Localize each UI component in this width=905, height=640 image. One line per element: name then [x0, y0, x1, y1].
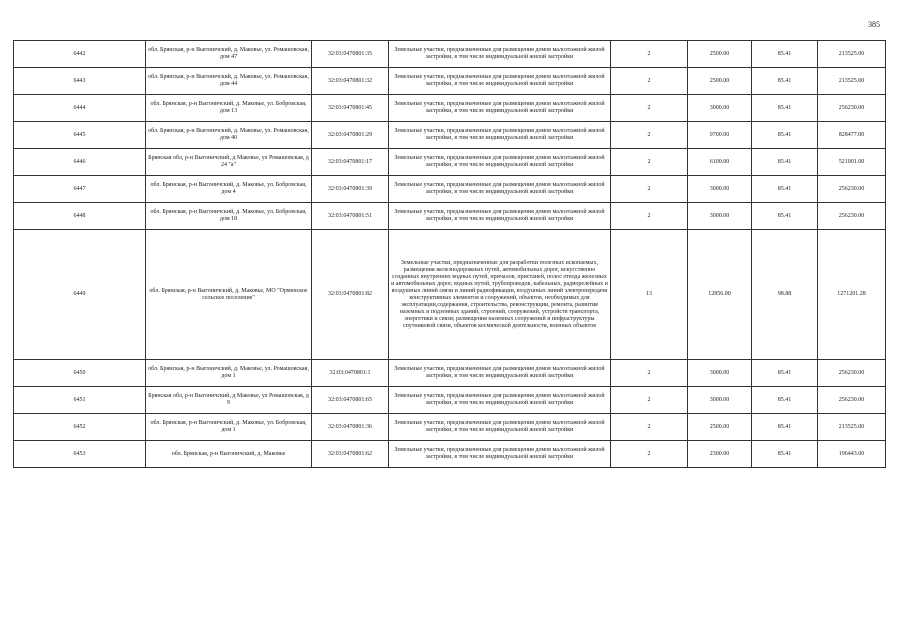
cell-record-number: 6447: [14, 176, 146, 203]
cell-address: Брянская обл, р-н Выгоничский, д Маковье, ул Ромашовская, д 24 "а": [146, 149, 312, 176]
cell-specific-value: 85.41: [752, 176, 818, 203]
cell-cadastral-value: 213525.00: [818, 68, 886, 95]
cell-group: 13: [611, 230, 688, 360]
cell-land-use-purpose: Земельные участки, предназначенные для размещения домов малоэтажной жилой застройки, в том числе индивидуальной жилой застройки: [389, 441, 611, 468]
table-body: [14, 41, 886, 468]
cell-area: 3000.00: [688, 203, 752, 230]
cell-specific-value: 85.41: [752, 414, 818, 441]
cell-address: обл. Брянская, р-н Выгоничский, д. Маковье, ул. Бобровская, дом 18: [146, 203, 312, 230]
cell-specific-value: 85.41: [752, 387, 818, 414]
cell-group: 2: [611, 414, 688, 441]
cell-address: обл. Брянская, р-н Выгоничский, д. Маковье, ул. Ромашовская, дом 1: [146, 360, 312, 387]
cell-cadastral-value: 1271201.28: [818, 230, 886, 360]
cell-cadastral-number: 32:03:0470801:35: [312, 41, 389, 68]
cell-cadastral-value: 256230.00: [818, 203, 886, 230]
cell-address: обл. Брянская, р-н Выгоничский, д. Маковье: [146, 441, 312, 468]
cell-area: 9700.00: [688, 122, 752, 149]
cell-land-use-purpose: Земельные участки, предназначенные для размещения домов малоэтажной жилой застройки, в том числе индивидуальной жилой застройки: [389, 387, 611, 414]
cell-cadastral-number: 32:03:0470801:1: [312, 360, 389, 387]
cell-record-number: 6453: [14, 441, 146, 468]
cell-record-number: 6446: [14, 149, 146, 176]
cell-group: 2: [611, 176, 688, 203]
cell-cadastral-value: 828477.00: [818, 122, 886, 149]
cell-group: 2: [611, 122, 688, 149]
cell-land-use-purpose: Земельные участки, предназначенные для размещения домов малоэтажной жилой застройки, в том числе индивидуальной жилой застройки: [389, 68, 611, 95]
cell-record-number: 6445: [14, 122, 146, 149]
cell-address: обл. Брянская, р-н Выгоничский, д. Маковье, ул. Бобровская, дом 13: [146, 95, 312, 122]
cell-area: 2500.00: [688, 68, 752, 95]
cell-cadastral-number: 32:03:0470801:32: [312, 68, 389, 95]
cell-specific-value: 85.41: [752, 203, 818, 230]
table-row: [14, 230, 886, 360]
cell-group: 2: [611, 360, 688, 387]
cell-specific-value: 98.88: [752, 230, 818, 360]
cell-cadastral-number: 32:03:0470801:17: [312, 149, 389, 176]
cell-record-number: 6451: [14, 387, 146, 414]
table-row: [14, 176, 886, 203]
cell-land-use-purpose: Земельные участки, предназначенные для размещения домов малоэтажной жилой застройки, в том числе индивидуальной жилой застройки: [389, 149, 611, 176]
cell-cadastral-value: 213525.00: [818, 414, 886, 441]
cell-area: 3000.00: [688, 176, 752, 203]
cell-land-use-purpose: Земельные участки, предназначенные для размещения домов малоэтажной жилой застройки, в том числе индивидуальной жилой застройки: [389, 360, 611, 387]
cell-specific-value: 85.41: [752, 149, 818, 176]
cell-land-use-purpose: Земельные участки, предназначенные для размещения домов малоэтажной жилой застройки, в том числе индивидуальной жилой застройки: [389, 95, 611, 122]
cell-record-number: 6448: [14, 203, 146, 230]
cell-land-use-purpose: Земельные участки, предназначенные для размещения домов малоэтажной жилой застройки, в том числе индивидуальной жилой застройки: [389, 414, 611, 441]
cell-cadastral-number: 32:03:0470801:51: [312, 203, 389, 230]
cell-area: 2300.00: [688, 441, 752, 468]
cell-land-use-purpose: Земельные участки, предназначенные для размещения домов малоэтажной жилой застройки, в том числе индивидуальной жилой застройки: [389, 122, 611, 149]
cell-area: 3000.00: [688, 387, 752, 414]
cell-record-number: 6443: [14, 68, 146, 95]
cell-address: обл. Брянская, р-н Выгоничский, д. Маковье, ул. Ромашовская, дом 40: [146, 122, 312, 149]
cell-area: 2500.00: [688, 414, 752, 441]
cell-specific-value: 85.41: [752, 122, 818, 149]
cell-cadastral-number: 32:03:0470801:62: [312, 441, 389, 468]
cell-group: 2: [611, 203, 688, 230]
cell-group: 2: [611, 68, 688, 95]
cell-cadastral-number: 32:03:0470801:82: [312, 230, 389, 360]
cell-address: Брянская обл, р-н Выгоничский, д Маковье, ул Ромашовская, д 9: [146, 387, 312, 414]
cell-land-use-purpose: Земельные участки, предназначенные для размещения домов малоэтажной жилой застройки, в том числе индивидуальной жилой застройки: [389, 176, 611, 203]
land-registry-table: [13, 40, 886, 468]
cell-cadastral-number: 32:03:0470801:29: [312, 122, 389, 149]
cell-group: 2: [611, 387, 688, 414]
table-row: [14, 387, 886, 414]
cell-specific-value: 85.41: [752, 41, 818, 68]
cell-area: 3000.00: [688, 360, 752, 387]
cell-specific-value: 85.41: [752, 68, 818, 95]
cell-cadastral-value: 256230.00: [818, 176, 886, 203]
cell-area: 3000.00: [688, 95, 752, 122]
cell-specific-value: 85.41: [752, 360, 818, 387]
cell-area: 12856.00: [688, 230, 752, 360]
cell-specific-value: 85.41: [752, 441, 818, 468]
cell-cadastral-value: 213525.00: [818, 41, 886, 68]
cell-land-use-purpose: Земельные участки, предназначенные для размещения домов малоэтажной жилой застройки, в том числе индивидуальной жилой застройки: [389, 203, 611, 230]
table-row: [14, 441, 886, 468]
table-row: [14, 68, 886, 95]
cell-group: 2: [611, 95, 688, 122]
cell-specific-value: 85.41: [752, 95, 818, 122]
table-row: [14, 122, 886, 149]
cell-address: обл. Брянская, р-н Выгоничский, д. Маковье, ул. Бобровская, дом 4: [146, 176, 312, 203]
page-number: 385: [868, 20, 880, 29]
table-row: [14, 414, 886, 441]
cell-address: обл. Брянская, р-н Выгоничский, д. Маковье, МО "Орменское сельское поселение": [146, 230, 312, 360]
cell-area: 2500.00: [688, 41, 752, 68]
cell-cadastral-value: 256230.00: [818, 360, 886, 387]
cell-group: 2: [611, 441, 688, 468]
cell-cadastral-value: 256230.00: [818, 95, 886, 122]
cell-land-use-purpose: Земельные участки, предназначенные для размещения домов малоэтажной жилой застройки, в том числе индивидуальной жилой застройки: [389, 41, 611, 68]
cell-area: 6100.00: [688, 149, 752, 176]
table-row: [14, 41, 886, 68]
table-row: [14, 95, 886, 122]
cell-address: обл. Брянская, р-н Выгоничский, д. Маковье, ул. Ромашовская, дом 47: [146, 41, 312, 68]
cell-group: 2: [611, 41, 688, 68]
cell-cadastral-value: 256230.00: [818, 387, 886, 414]
cell-group: 2: [611, 149, 688, 176]
cell-record-number: 6444: [14, 95, 146, 122]
cell-cadastral-number: 32:03:0470801:45: [312, 95, 389, 122]
cell-cadastral-number: 32:03:0470801:36: [312, 414, 389, 441]
cell-record-number: 6450: [14, 360, 146, 387]
cell-record-number: 6452: [14, 414, 146, 441]
cell-cadastral-number: 32:03:0470801:65: [312, 387, 389, 414]
cell-land-use-purpose: Земельные участки, предназначенные для разработки полезных ископаемых, размещения железнодорожных путей, автомобильных дорог, искусственно созданных внутренних водных путей, причалов, пристаней, полос отвода железных и автомобильных дорог, водных путей, трубопроводов, кабельных, радиорелейных и воздушных линий связи и линий радиофикации, воздушных линий электропередачи конструктивных элементов и сооружений, объектов, необходимых для эксплуатации,содержания, строительства, реконструкции, ремонта, развития наземных и подземных зданий, строений, сооружений, устройств транспорта, энергетики и связи; размещения наземных сооружений и инфраструктуры спутниковой связи, объектов космической деятельности, военных объектов: [389, 230, 611, 360]
table-row: [14, 203, 886, 230]
cell-record-number: 6449: [14, 230, 146, 360]
table-row: [14, 360, 886, 387]
cell-cadastral-number: 32:03:0470801:39: [312, 176, 389, 203]
table-row: [14, 149, 886, 176]
cell-cadastral-value: 521001.00: [818, 149, 886, 176]
cell-address: обл. Брянская, р-н Выгоничский, д. Маковье, ул. Ромашовская, дом 44: [146, 68, 312, 95]
cell-address: обл. Брянская, р-н Выгоничский, д. Маковье, ул. Бобровская, дом 1: [146, 414, 312, 441]
cell-record-number: 6442: [14, 41, 146, 68]
cell-cadastral-value: 196443.00: [818, 441, 886, 468]
